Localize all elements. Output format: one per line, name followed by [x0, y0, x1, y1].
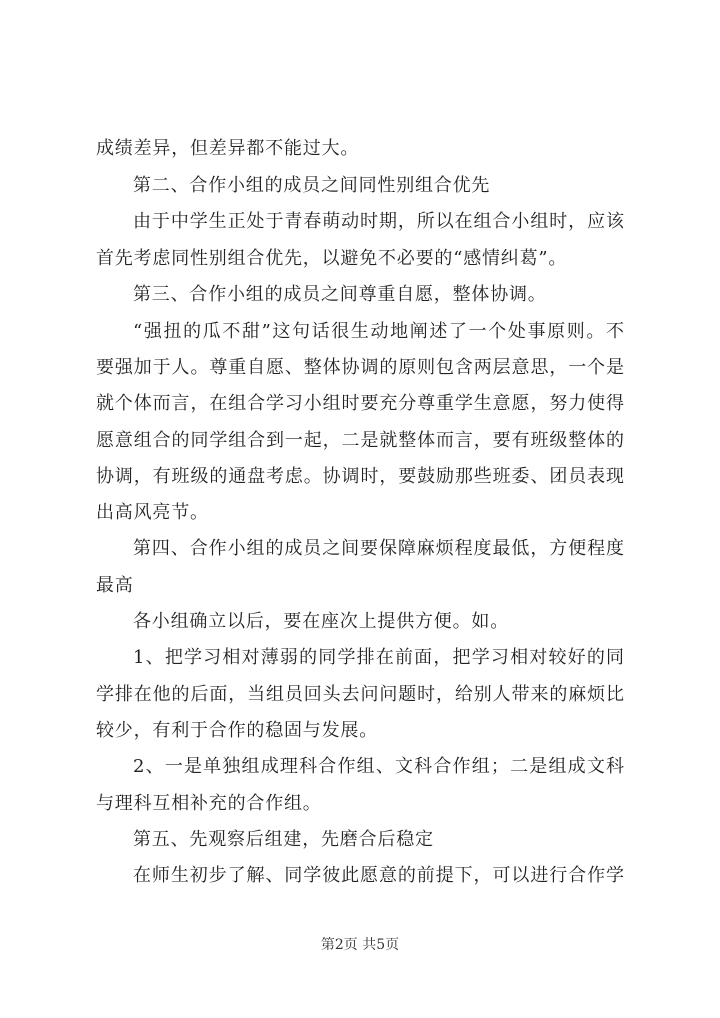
text-line: 在师生初步了解、同学彼此愿意的前提下，可以进行合作学 — [133, 865, 624, 886]
page-number: 第2页 共5页 — [320, 937, 400, 953]
section-heading: 第二、合作小组的成员之间同性别组合优先 — [133, 175, 491, 196]
text-line: 与理科互相补充的合作组。 — [96, 793, 322, 814]
text-line: 协调，有班级的通盘考虑。协调时，要鼓励那些班委、团员表现 — [96, 466, 624, 487]
section-heading: 第四、合作小组的成员之间要保障麻烦程度最低，方便程度 — [133, 538, 624, 559]
section-heading: 第三、合作小组的成员之间尊重自愿，整体协调。 — [133, 284, 547, 305]
text-line: 由于中学生正处于青春萌动时期，所以在组合小组时，应该 — [133, 211, 624, 232]
text-line: 各小组确立以后，要在座次上提供方便。如。 — [133, 611, 509, 632]
list-item: 1、把学习相对薄弱的同学排在前面，把学习相对较好的同 — [133, 647, 624, 668]
text-line: 出高风亮节。 — [96, 502, 209, 523]
text-line: 学排在他的后面，当组员回头去问问题时，给别人带来的麻烦比 — [96, 684, 624, 705]
text-line: 就个体而言，在组合学习小组时要充分尊重学生意愿，努力使得 — [96, 393, 624, 414]
section-heading: 最高 — [96, 575, 134, 596]
text-line: 较少，有利于合作的稳固与发展。 — [96, 720, 378, 741]
text-line: 成绩差异，但差异都不能过大。 — [96, 138, 360, 159]
section-heading: 第五、先观察后组建，先磨合后稳定 — [133, 829, 434, 850]
list-item: 2、一是单独组成理科合作组、文科合作组；二是组成文科 — [133, 756, 624, 777]
text-line: “强扭的瓜不甜”这句话很生动地阐述了一个处事原则。不 — [133, 321, 624, 342]
text-line: 愿意组合的同学组合到一起，二是就整体而言，要有班级整体的 — [96, 430, 624, 451]
text-line: 要强加于人。尊重自愿、整体协调的原则包含两层意思，一个是 — [96, 357, 624, 378]
text-line: 首先考虑同性别组合优先，以避免不必要的“感情纠葛”。 — [96, 248, 568, 269]
